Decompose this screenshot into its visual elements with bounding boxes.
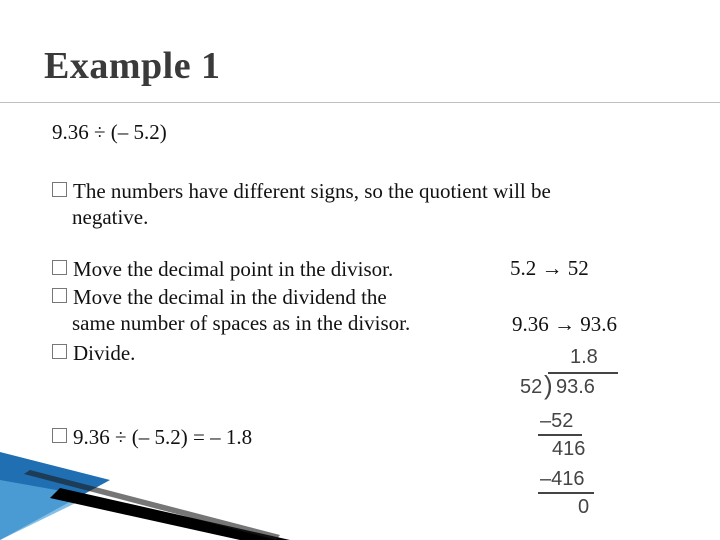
division-bar — [548, 372, 618, 374]
title-divider — [0, 102, 720, 103]
subtract-line-1 — [538, 434, 582, 436]
bullet-box-icon — [52, 260, 67, 275]
bullet-text: The numbers have different signs, so the quotient will be — [73, 179, 551, 203]
long-division — [508, 342, 620, 522]
bullet-sign-rule — [52, 178, 551, 230]
subtract-line-2 — [538, 492, 594, 494]
division-bracket: ) — [544, 370, 553, 400]
bullet-text-continued: same number of spaces as in the divisor. — [72, 311, 411, 335]
divisor-shift: 5.2 → 52 — [510, 256, 589, 280]
bullet-move-divisor — [52, 256, 393, 282]
slide-title: Example 1 — [44, 45, 221, 87]
subtract-step-1: –52 — [540, 410, 574, 432]
bullet-box-icon — [52, 288, 67, 303]
bullet-box-icon — [52, 182, 67, 197]
bullet-divide — [52, 340, 135, 366]
bullet-text-continued: negative. — [72, 205, 149, 229]
bullet-text: Divide. — [73, 341, 136, 365]
subtract-step-2: –416 — [540, 468, 585, 490]
divisor: 52 — [520, 376, 543, 398]
bullet-text: Move the decimal in the dividend the — [73, 285, 387, 309]
bullet-move-dividend — [52, 284, 410, 336]
bullet-box-icon — [52, 344, 67, 359]
bullet-text: 9.36 ÷ (– 5.2) = – 1.8 — [73, 425, 253, 449]
quotient: 1.8 — [570, 346, 598, 368]
decorative-swoosh — [0, 440, 300, 540]
problem-expression: 9.36 ÷ (– 5.2) — [52, 120, 167, 144]
bullet-text: Move the decimal point in the divisor. — [73, 257, 394, 281]
final-remainder: 0 — [578, 496, 590, 518]
remainder-step-1: 416 — [552, 438, 586, 460]
dividend-shift: 9.36 → 93.6 — [512, 312, 617, 336]
dividend: 93.6 — [556, 376, 595, 398]
